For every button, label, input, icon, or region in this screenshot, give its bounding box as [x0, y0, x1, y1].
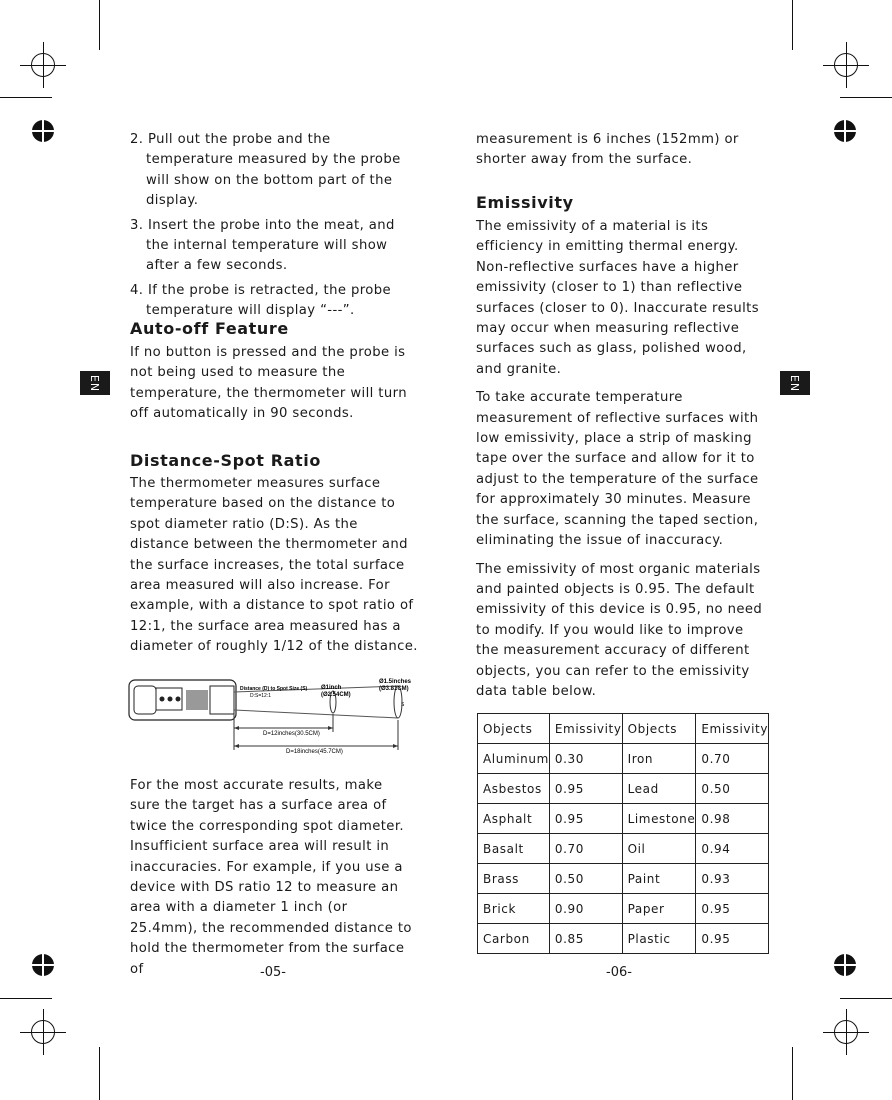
table-cell: Brick: [478, 894, 550, 924]
registration-mark-icon: [31, 53, 55, 77]
accuracy-paragraph: For the most accurate results, make sure the target has a surface area of twice the corresponding spot diameter. Insufficient surface area will result in inaccuracies. For example, if you use a device with DS ratio 12 to measure an area with a diameter 1 inch (or 25.4mm), the recommended distance to hold the thermometer from the surface of: [130, 778, 412, 977]
diagram-label: Ø1inch: [321, 685, 342, 691]
emissivity-paragraphs: The emissivity of a material is its efficiency in emitting thermal energy. Non-reflective surfaces have a higher emissivity (closer to 1) than reflective surfaces (closer to 0). Inaccurate results may occur when measuring reflective surfaces such as glass, polished wood, and granite. To take accurate temperature measurement of reflective surfaces with low emissivity, place a strip of masking tape over the surface and allow for it to adjust to the temperature of the surface for approximately 30 minutes. Measure the surface, scanning the taped section, eliminating the issue of inaccuracy. The emissivity of most organic materials and painted objects is 0.95. The default emissivity of this device is 0.95, no need to modify. If you would like to improve the measurement accuracy of different objects, you can refer to the emissivity data table below.: [476, 219, 763, 699]
table-row: [478, 744, 769, 774]
registration-dot-icon: [32, 120, 54, 142]
distance-spot-paragraph: The thermometer measures surface temperature based on the distance to spot diameter ratio (D:S). As the distance between the thermometer and the surface increases, the total surface area measured will also increase. For example, with a distance to spot ratio of 12:1, the surface area measured has a diameter of roughly 1/12 of the distance.: [130, 476, 418, 655]
crop-mark: [0, 97, 52, 98]
table-header-cell: Objects: [622, 714, 696, 744]
registration-dot-icon: [834, 954, 856, 976]
table-row: [478, 804, 769, 834]
registration-dot-icon: [32, 954, 54, 976]
diagram-label: (Ø2.54CM): [321, 692, 351, 698]
table-cell: 0.93: [696, 864, 769, 894]
left-list-block: [130, 130, 415, 326]
registration-mark-icon: [834, 1020, 858, 1044]
table-cell: 0.95: [549, 804, 622, 834]
diagram-label: Ø1.5inches: [379, 679, 412, 685]
diagram-label: Distance (D) to Spot Size (S): [240, 686, 308, 692]
table-cell: Lead: [622, 774, 696, 804]
section-heading-distance-spot: Distance-Spot Ratio: [130, 451, 321, 470]
table-cell: 0.90: [549, 894, 622, 924]
crop-mark: [99, 1047, 100, 1100]
continued-paragraph: measurement is 6 inches (152mm) or shorter away from the surface.: [476, 132, 739, 168]
table-cell: 0.70: [549, 834, 622, 864]
table-cell: Iron: [622, 744, 696, 774]
table-cell: Plastic: [622, 924, 696, 954]
table-cell: 0.94: [696, 834, 769, 864]
thermometer-device-icon: [129, 680, 236, 720]
registration-mark-icon: [31, 1020, 55, 1044]
table-cell: 0.98: [696, 804, 769, 834]
table-row: [478, 894, 769, 924]
crop-mark: [99, 0, 100, 50]
table-cell: 0.95: [696, 894, 769, 924]
section-heading-emissivity: Emissivity: [476, 193, 574, 212]
diagram-label: D:S=12:1: [250, 693, 271, 699]
table-cell: Carbon: [478, 924, 550, 954]
registration-dot-icon: [834, 120, 856, 142]
diagram-label: D=12inches(30.5CM): [263, 731, 320, 737]
table-cell: Paint: [622, 864, 696, 894]
diagram-label: D=18inches(45.7CM): [286, 749, 343, 755]
crop-mark: [0, 998, 52, 999]
table-row: [478, 774, 769, 804]
table-row: [478, 864, 769, 894]
table-header-cell: Emissivity: [696, 714, 769, 744]
table-header-row: [478, 714, 769, 744]
table-cell: Limestone: [622, 804, 696, 834]
table-cell: 0.85: [549, 924, 622, 954]
table-row: [478, 834, 769, 864]
table-cell: Paper: [622, 894, 696, 924]
crop-mark: [840, 97, 892, 98]
table-cell: Brass: [478, 864, 550, 894]
table-cell: 0.50: [549, 864, 622, 894]
table-cell: Aluminum: [478, 744, 550, 774]
autooff-paragraph: If no button is pressed and the probe is not being used to measure the temperature, the thermometer will turn off automatically in 90 seconds.: [130, 345, 407, 422]
distance-spot-diagram: [128, 672, 418, 762]
emissivity-table: [477, 713, 769, 954]
table-cell: 0.30: [549, 744, 622, 774]
list-item: 2. Pull out the probe and the temperature measured by the probe will show on the bottom part of the display.: [130, 132, 401, 209]
diagram-label: (Ø3.81CM): [379, 686, 409, 692]
table-cell: Asbestos: [478, 774, 550, 804]
registration-mark-icon: [834, 53, 858, 77]
table-header-cell: Emissivity: [549, 714, 622, 744]
table-row: [478, 924, 769, 954]
list-item: 4. If the probe is retracted, the probe temperature will display “---”.: [130, 282, 392, 319]
crop-mark: [792, 0, 793, 50]
list-item: 3. Insert the probe into the meat, and the internal temperature will show after a few seconds.: [130, 217, 395, 274]
language-tab-right: EN: [780, 371, 810, 395]
page-number-right: -06-: [606, 965, 632, 980]
table-cell: Oil: [622, 834, 696, 864]
table-cell: 0.95: [549, 774, 622, 804]
table-header-cell: Objects: [478, 714, 550, 744]
crop-mark: [792, 1047, 793, 1100]
table-cell: 0.95: [696, 924, 769, 954]
page-number-left: -05-: [260, 965, 286, 980]
table-cell: Basalt: [478, 834, 550, 864]
diagram-label: S: [401, 702, 405, 708]
table-cell: Asphalt: [478, 804, 550, 834]
crop-mark: [840, 998, 892, 999]
table-cell: 0.70: [696, 744, 769, 774]
section-heading-autooff: Auto-off Feature: [130, 319, 289, 338]
table-cell: 0.50: [696, 774, 769, 804]
language-tab-left: EN: [80, 371, 110, 395]
